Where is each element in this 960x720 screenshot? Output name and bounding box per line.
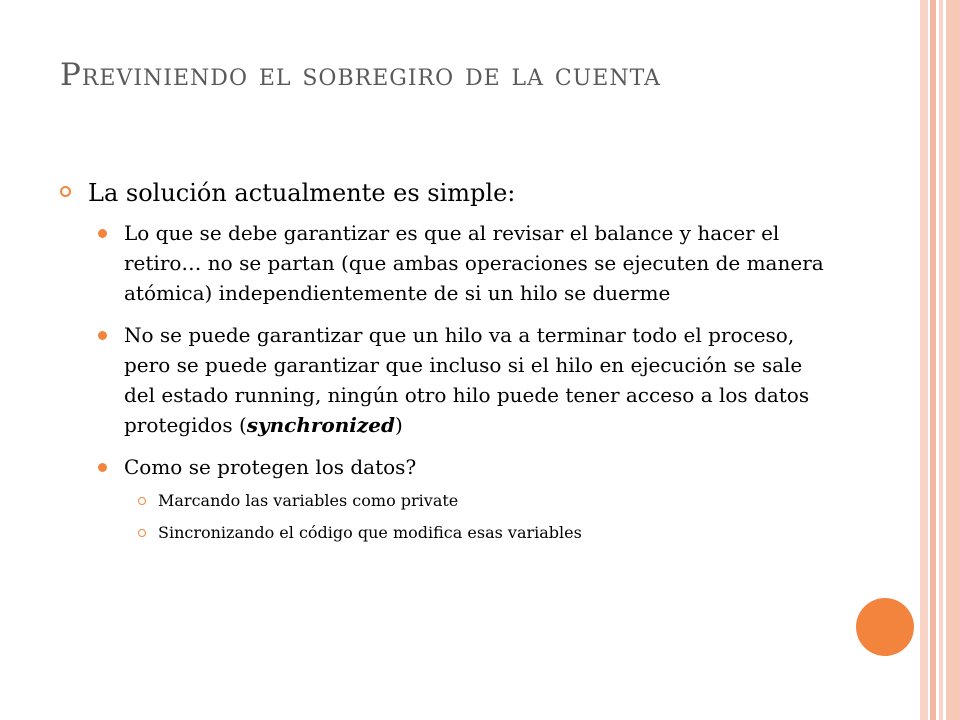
list-item-text: No se puede garantizar que un hilo va a terminar todo el proceso, pero se puede garantizar que incluso si el hilo en ejecución se sale del estado running, ningún otro hilo puede tener acceso a los datos protegidos ( <box>124 323 810 437</box>
ring-bullet-icon <box>138 497 146 505</box>
stripe <box>930 0 936 720</box>
slide-title: Previniendo el sobregiro de la cuenta <box>60 57 661 93</box>
dot-bullet-icon <box>98 229 107 238</box>
list-item <box>60 218 830 308</box>
sub-list-item <box>60 490 830 512</box>
sub-list-item <box>60 522 830 544</box>
list-item-emphasis: synchronized <box>246 413 395 437</box>
ring-bullet-icon <box>60 186 71 197</box>
decorative-circle <box>856 598 914 656</box>
stripe <box>920 0 928 720</box>
list-item-text-end: ) <box>394 413 403 437</box>
sub-list-item-text: Marcando las variables como private <box>158 491 459 510</box>
dot-bullet-icon <box>98 331 107 340</box>
main-point-text: La solución actualmente es simple: <box>88 179 516 207</box>
list-item-text: Lo que se debe garantizar es que al revisar el balance y hacer el retiro… no se partan (que ambas operaciones se ejecuten de manera atómica) independientemente de si un hilo se duerme <box>124 221 824 305</box>
ring-bullet-icon <box>138 529 146 537</box>
list-item <box>60 320 830 440</box>
list-item-text: Como se protegen los datos? <box>124 455 417 479</box>
stripe <box>939 0 943 720</box>
list-item <box>60 452 830 482</box>
decorative-stripes <box>920 0 960 720</box>
dot-bullet-icon <box>98 463 107 472</box>
main-point <box>60 176 830 210</box>
stripe <box>946 0 960 720</box>
sub-list-item-text: Sincronizando el código que modifica esas variables <box>158 523 582 542</box>
slide-content <box>60 176 830 554</box>
